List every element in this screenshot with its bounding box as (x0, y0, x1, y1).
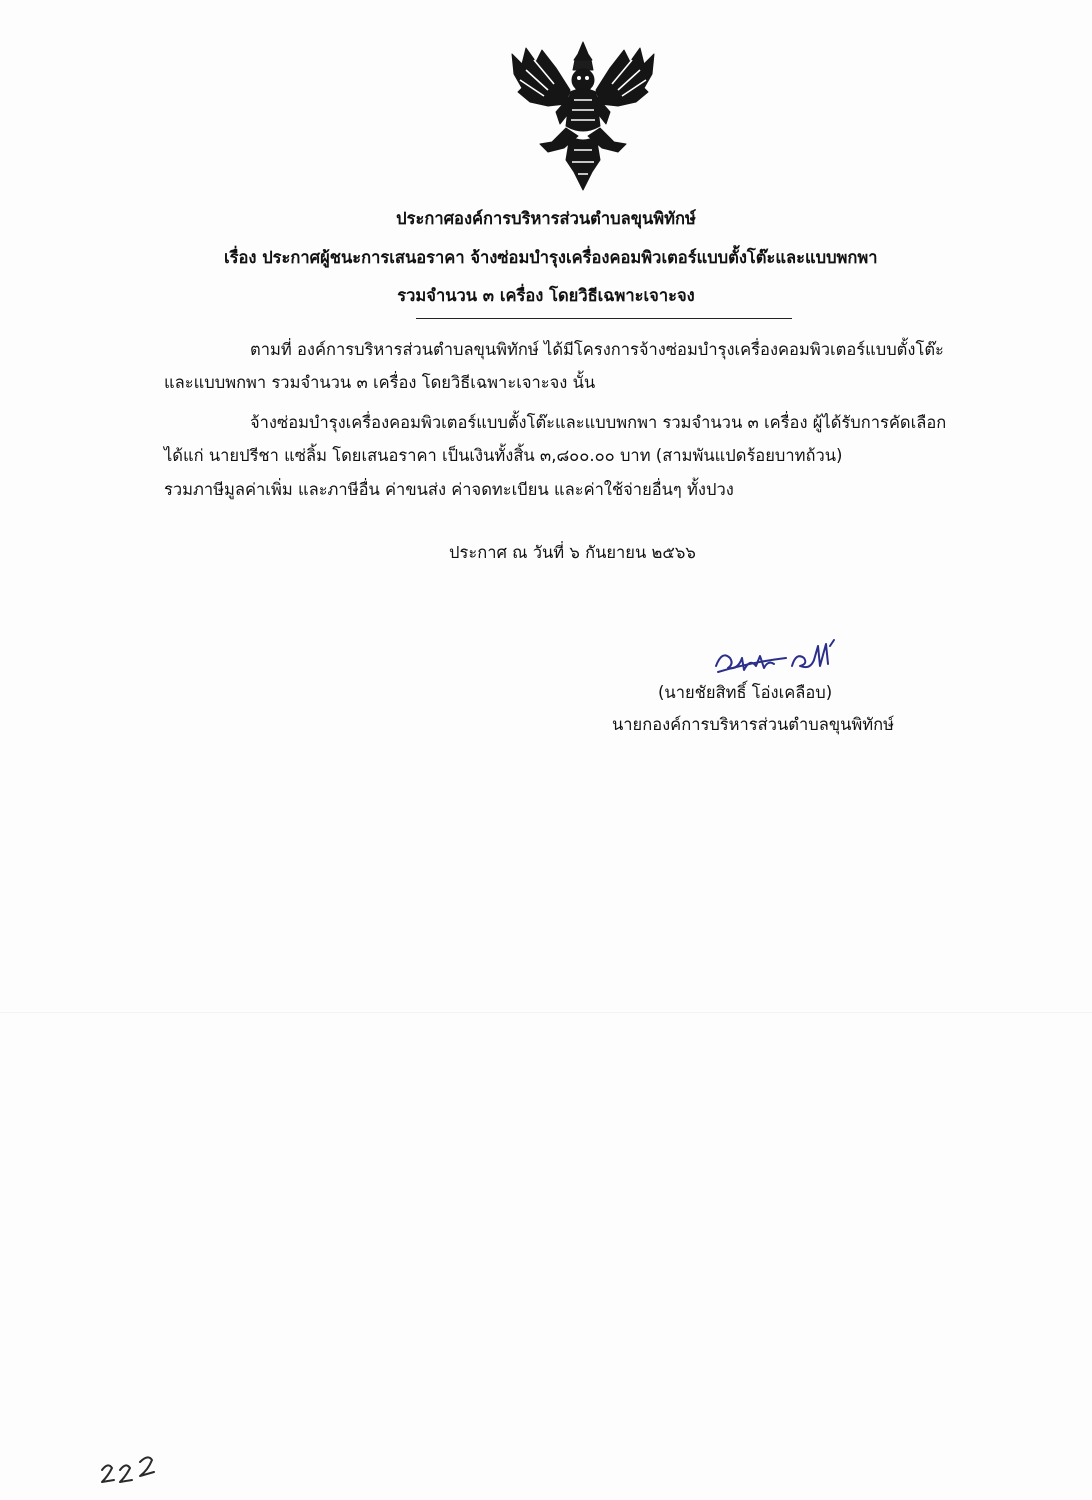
announcement-subject: เรื่อง ประกาศผู้ชนะการเสนอราคา จ้างซ่อมบำรุงเครื่องคอมพิวเตอร์แบบตั้งโต๊ะและแบบพกพา (224, 248, 878, 267)
paragraph-1-line-1: ตามที่ องค์การบริหารส่วนตำบลขุนพิทักษ์ ได้มีโครงการจ้างซ่อมบำรุงเครื่องคอมพิวเตอร์แบบตั้งโต๊ะ (250, 340, 944, 359)
garuda-emblem-icon (508, 40, 658, 192)
signatory-name: (นายชัยสิทธิ์ โอ่งเคลือบ) (658, 683, 833, 702)
paper-fold (0, 1012, 1092, 1013)
paragraph-2-line-3: รวมภาษีมูลค่าเพิ่ม และภาษีอื่น ค่าขนส่ง ค่าจดทะเบียน และค่าใช้จ่ายอื่นๆ ทั้งปวง (164, 480, 734, 499)
paragraph-1-line-2: และแบบพกพา รวมจำนวน ๓ เครื่อง โดยวิธีเฉพาะเจาะจง นั้น (164, 373, 596, 392)
header-divider (416, 318, 792, 319)
announcement-subject-continued: รวมจำนวน ๓ เครื่อง โดยวิธีเฉพาะเจาะจง (397, 286, 695, 305)
paragraph-2-line-1: จ้างซ่อมบำรุงเครื่องคอมพิวเตอร์แบบตั้งโต๊ะและแบบพกพา รวมจำนวน ๓ เครื่อง ผู้ได้รับการคัดเลือก (250, 413, 947, 432)
announcement-title: ประกาศองค์การบริหารส่วนตำบลขุนพิทักษ์ (396, 209, 696, 228)
announcement-date: ประกาศ ณ วันที่ ๖ กันยายน ๒๕๖๖ (449, 543, 696, 562)
handwritten-signature (712, 636, 848, 678)
paragraph-2-line-2: ได้แก่ นายปรีชา แซ่ลิ้ม โดยเสนอราคา เป็นเงินทั้งสิ้น ๓,๘๐๐.๐๐ บาท (สามพันแปดร้อยบาทถ้วน) (164, 446, 843, 465)
handwritten-page-number (98, 1452, 168, 1488)
signatory-title: นายกองค์การบริหารส่วนตำบลขุนพิทักษ์ (612, 715, 895, 734)
